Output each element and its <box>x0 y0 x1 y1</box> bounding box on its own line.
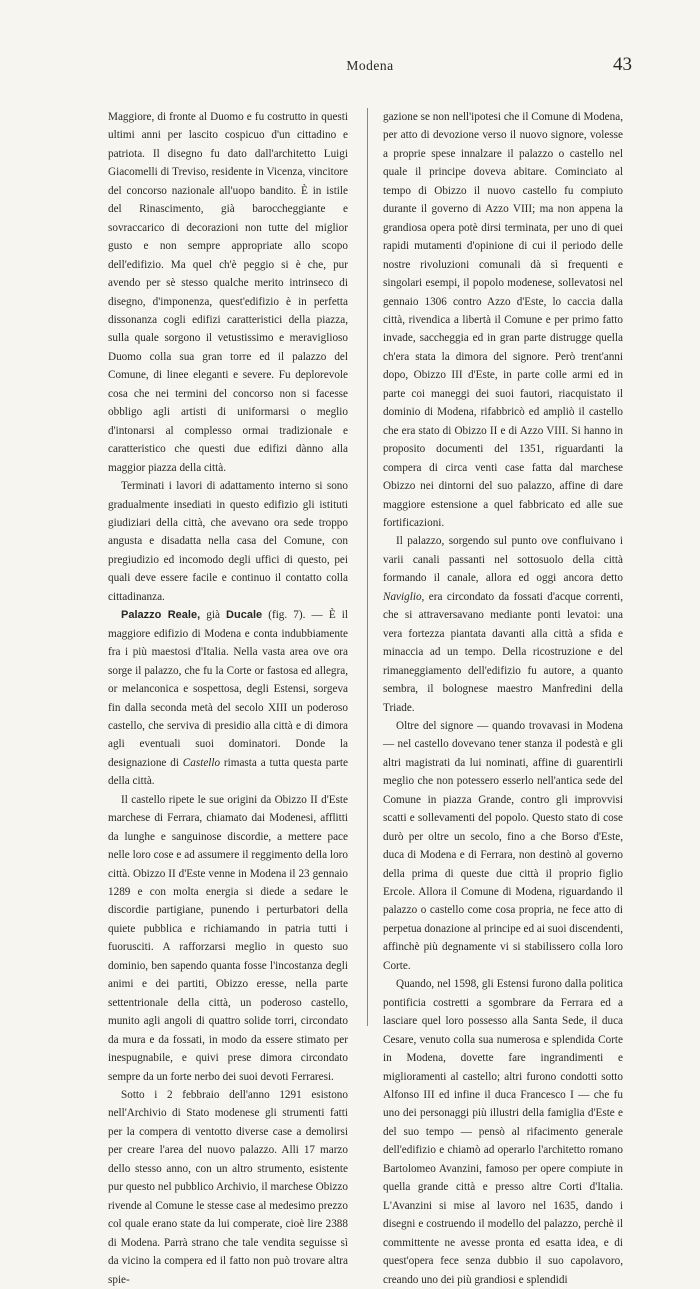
text-run: già <box>200 609 227 622</box>
running-title: Modena <box>346 58 394 73</box>
paragraph-palazzo-reale <box>108 606 348 791</box>
text-run: rimasta a tutta questa parte della città. <box>108 756 349 788</box>
text-columns <box>108 108 632 1286</box>
paragraph-naviglio <box>383 532 623 717</box>
text-run: Il palazzo, sorgendo sul punto ove confluivano i varii canali passanti nel sottosuolo della città formando il canale, allora ed oggi ancora detto <box>383 535 623 585</box>
paragraph: gazione se non nell'ipotesi che il Comune di Modena, per atto di devozione verso il nuovo signore, volesse a proprie spese innalzare il palazzo o castello nel quale il principe doveva abitare. Cominciato al tempo di Obizzo il nuovo castello fu compiuto durante il governo di Azzo VIII; ma non appena la grandiosa opera potè dirsi terminata, per uno di quei rapidi mutamenti d'opinione di cui il periodo delle nostre rivoluzioni comunali dà sì frequenti e singolari esempi, il popolo modenese, sollevatosi nel gennaio 1306 contro Azzo d'Este, lo caccia dalla città, rivendica a libertà il Comune e per primo fatto invade, saccheggia ed in gran parte distrugge quella ch'era stata la dimora del signore. Però trent'anni dopo, Obizzo III d'Este, in parte colle armi ed in parte coi maneggi dei suoi fautori, riacquistato il dominio di Modena, rifabbricò ed ampliò il castello che era stato di Obizzo II e di Azzo VIII. Si hanno in proposito documenti del 1351, riguardanti la compera di circa venti case fatta dal marchese Obizzo nei dintorni del suo palazzo, affine di dare maggiore estensione a quel fabbricato ed alle sue fortificazioni. <box>383 111 623 529</box>
paragraph: Il castello ripete le sue origini da Obizzo II d'Este marchese di Ferrara, chiamato dai Modenesi, afflitti da lunghe e sanguinose discordie, a mettere pace nelle loro cose e ad assumere il reggimento della loro città. Obizzo II d'Este venne in Modena il 23 gennaio 1289 e con molta energia si diede a sedare le discordie partigiane, punendo i perturbatori della quiete pubblica e richiamando in patria tutti i fuorusciti. A rafforzarsi meglio in questo suo dominio, ben sapendo quanta fosse l'incostanza degli animi e dei partiti, Obizzo eresse, nella parte settentrionale della città, un poderoso castello, munito agli angoli di quattro solide torri, circondato da mura e da fossati, in modo da essere stimato per inespugnabile, e quivi prese dimora circondato sempre da un forte nerbo dei suoi devoti Ferraresi. <box>108 793 348 1083</box>
italic-term: Naviglio <box>383 590 422 603</box>
right-column <box>383 108 623 1289</box>
paragraph: Sotto i 2 febbraio dell'anno 1291 esistono nell'Archivio di Stato modenese gli strumenti fatti per la compera di ventotto diverse case a demolirsi per creare l'area del nuovo palazzo. Alli 17 marzo dello stesso anno, con un altro strumento, esistente pur questo nel pubblico Archivio, il marchese Obizzo rivende al Comune le stesse case al medesimo prezzo col quale erano state da lui comperate, cioè lire 2388 di Modena. Parrà strano che tale vendita seguisse sì da vicino la compera ed il fatto non può trovare altra spie- <box>108 1089 348 1286</box>
italic-term: Castello <box>182 756 221 769</box>
paragraph: Terminati i lavori di adattamento interno si sono gradualmente insediati in questo edifizio gli istituti giudiziari della città, che avevano ora sede troppo angusta e disadatta nella casa del Comune, con pregiudizio ed incomodo degli uffici di questo, pei quali deve essere facile e continuo il contatto colla cittadinanza. <box>108 480 348 603</box>
section-lead: Palazzo Reale, <box>121 609 201 622</box>
left-column <box>108 108 348 1289</box>
paragraph: Oltre del signore — quando trovavasi in Modena — nel castello dovevano tener stanza il podestà e gli altri magistrati da lui nominati, affine di guarentirli meglio che non potessero esserlo nell'antica sede del Comune in piazza Grande, contro gli improvvisi scatti e sollevamenti del popolo. Questo stato di cose durò per oltre un secolo, fino a che Borso d'Este, duca di Modena e di Ferrara, non destinò al governo della prima di queste due città il proprio figlio Ercole. Allora il Comune di Modena, riguardando il palazzo o castello come cosa propria, ne fece atto di perpetua donazione al principe ed ai suoi discendenti, affinchè più degnamente vi si stabilissero colla loro Corte. <box>383 719 623 972</box>
paragraph: Quando, nel 1598, gli Estensi furono dalla politica pontificia costretti a sgombrare da Ferrara ed a lasciare quel loro possesso alla Santa Sede, il duca Cesare, venuto colla sua numerosa e splendida Corte in Modena, dovette fare ingrandimenti e miglioramenti al castello; altri furono condotti sotto Alfonso III ed infine il duca Francesco I — che fu uno dei personaggi più illustri della famiglia d'Este e del suo tempo — pensò al rifacimento generale dell'edifizio e chiamò ad operarlo l'architetto romano Bartolomeo Avanzini, famoso per opere compiute in quella grande città e presso altre Corti d'Italia. L'Avanzini si mise al lavoro nel 1635, dando i disegni e costruendo il modello del palazzo, perchè il committente ne avesse pronta ed esatta idea, e di quest'opera fece senza dubbio il suo capolavoro, creando uno dei più grandiosi e splendidi <box>383 978 623 1286</box>
page-number: 43 <box>613 54 632 75</box>
text-run: , era circondato da fossati d'acque correnti, che si attraversavano mediante ponti levatoi: una vera fortezza piantata davanti alla città a sfida e minaccia ad un tempo. Della ricostruzione e del rimaneggiamento dell'edifizio fu autore, a quanto sembra, il bolognese maestro Manfredini della Triade. <box>383 590 623 714</box>
text-run: (fig. 7). — È il maggiore edifizio di Modena e conta indubbiamente fra i più maestosi d'Italia. Nella vasta area ove ora sorge il palazzo, che fu la Corte or fastosa ed allegra, or melanconica e sospettosa, degli Estensi, sorgeva fin dalla seconda metà del secolo XIII un poderoso castello, che serviva di presidio alla città e di dimora agli eventuali suoi dominatori. Donde la designazione di <box>108 609 348 769</box>
paragraph: Maggiore, di fronte al Duomo e fu costrutto in questi ultimi anni per lascito cospicuo d'un cittadino e patriota. Il disegno fu dato dall'architetto Luigi Giacomelli di Treviso, residente in Vicenza, vincitore del concorso nazionale all'uopo bandito. È in istile del Rinascimento, già baroccheggiante e sovraccarico di decorazioni non tutte del miglior gusto e non sempre appropriate allo scopo dell'edifizio. Ma quel ch'è peggio si è che, pur avendo per sè stesso qualche merito intrinseco di disegno, d'imponenza, quest'edifizio è in perfetta dissonanza cogli edifizi caratteristici della piazza, sulla quale sorgono il vetustissimo e meraviglioso Duomo colla sua gran torre ed il palazzo del Comune, di linee eleganti e severe. Fu deplorevole cosa che nei termini del concorso non si facesse obbligo agli artisti di uniformarsi o meglio d'intonarsi al complesso ormai tradizionale e caratteristico che questi due edifizi dànno alla maggior piazza della città. <box>108 111 348 474</box>
column-divider <box>367 108 368 1026</box>
page-header <box>108 56 632 80</box>
section-lead-ducale: Ducale <box>226 609 263 622</box>
